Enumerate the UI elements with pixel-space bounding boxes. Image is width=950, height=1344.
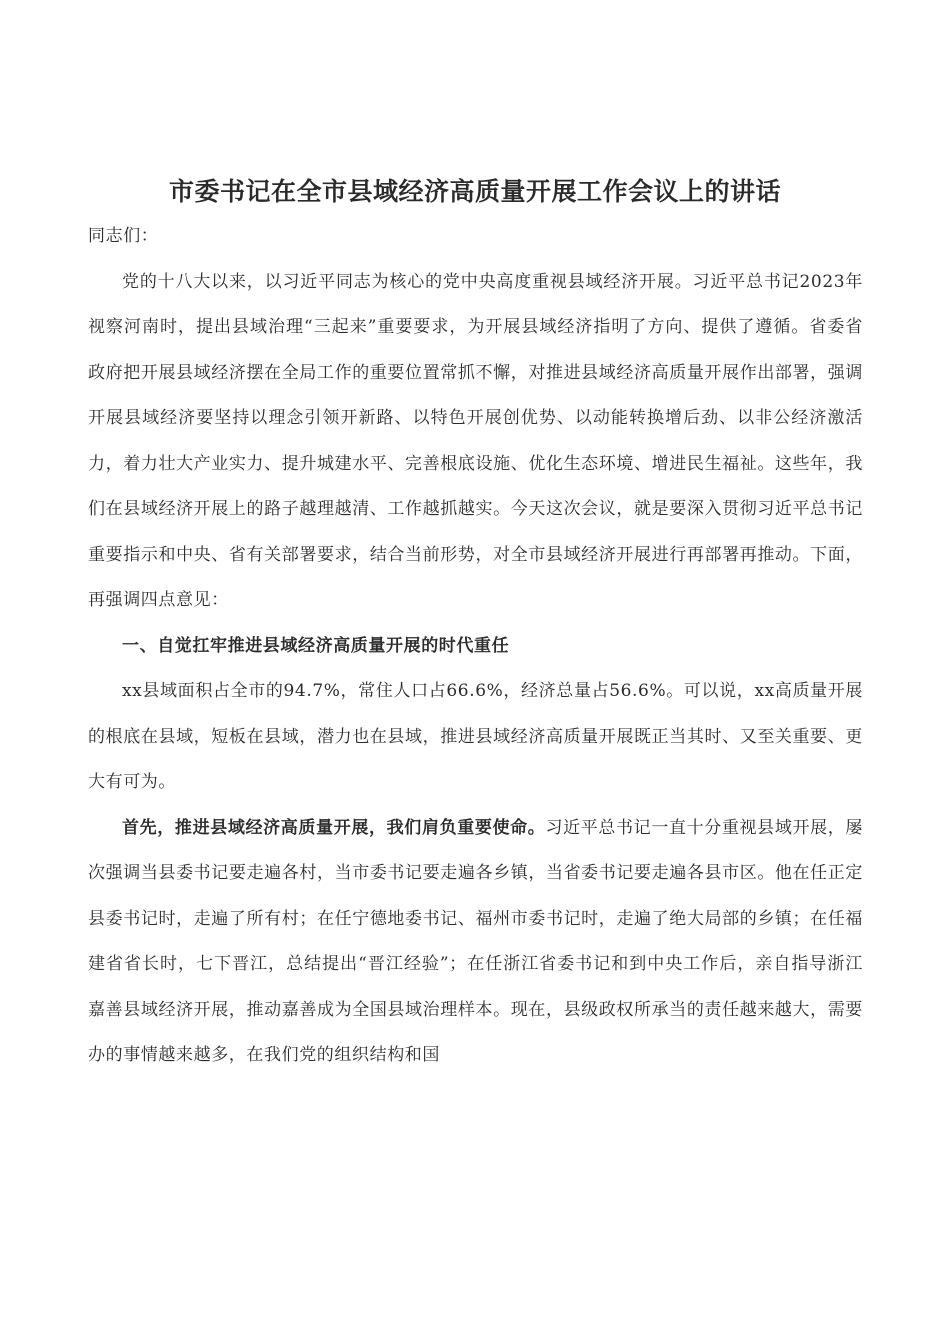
first-point-lead: 首先，推进县域经济高质量开展，我们肩负重要使命。 (122, 817, 546, 838)
document-title: 市委书记在全市县域经济高质量开展工作会议上的讲话 (168, 176, 781, 206)
document-body (88, 214, 863, 1079)
paragraph-statistics: xx县域面积占全市的94.7%，常住人口占66.6%，经济总量占56.6%。可以说，xx高质量开展的根底在县域，短板在县域，潜力也在县域，推进县域经济高质量开展既正当其时、又至关重要、更大有可为。 (88, 681, 863, 792)
section-heading-1: 一、自觉扛牢推进县域经济高质量开展的时代重任 (122, 635, 510, 656)
salutation: 同志们： (88, 226, 159, 246)
paragraph-first-point (88, 806, 863, 1079)
first-point-text: 习近平总书记一直十分重视县域开展，屡次强调当县委书记要走遍各村，当市委书记要走遍各乡镇，当省委书记要走遍各县市区。他在任正定县委书记时，走遍了所有村；在任宁德地委书记、福州市委书记时，走遍了绝大局部的乡镇；在任福建省省长时，七下晋江，总结提出“晋江经验”；在任浙江省委书记和到中央工作后，亲自指导浙江嘉善县域经济开展，推动嘉善成为全国县域治理样本。现在，县级政权所承当的责任越来越大，需要办的事情越来越多，在我们党的组织结构和国 (88, 817, 863, 1065)
paragraph-intro: 党的十八大以来，以习近平同志为核心的党中央高度重视县域经济开展。习近平总书记2023年视察河南时，提出县域治理“三起来”重要要求，为开展县域经济指明了方向、提供了遵循。省委省政府把开展县域经济摆在全局工作的重要位置常抓不懈，对推进县域经济高质量开展作出部署，强调开展县域经济要坚持以理念引领开新路、以特色开展创优势、以动能转换增后劲、以非公经济激活力，着力壮大产业实力、提升城建水平、完善根底设施、优化生态环境、增进民生福祉。这些年，我们在县域经济开展上的路子越理越清、工作越抓越实。今天这次会议，就是要深入贯彻习近平总书记重要指示和中央、省有关部署要求，结合当前形势，对全市县域经济开展进行再部署再推动。下面，再强调四点意见： (88, 271, 863, 610)
